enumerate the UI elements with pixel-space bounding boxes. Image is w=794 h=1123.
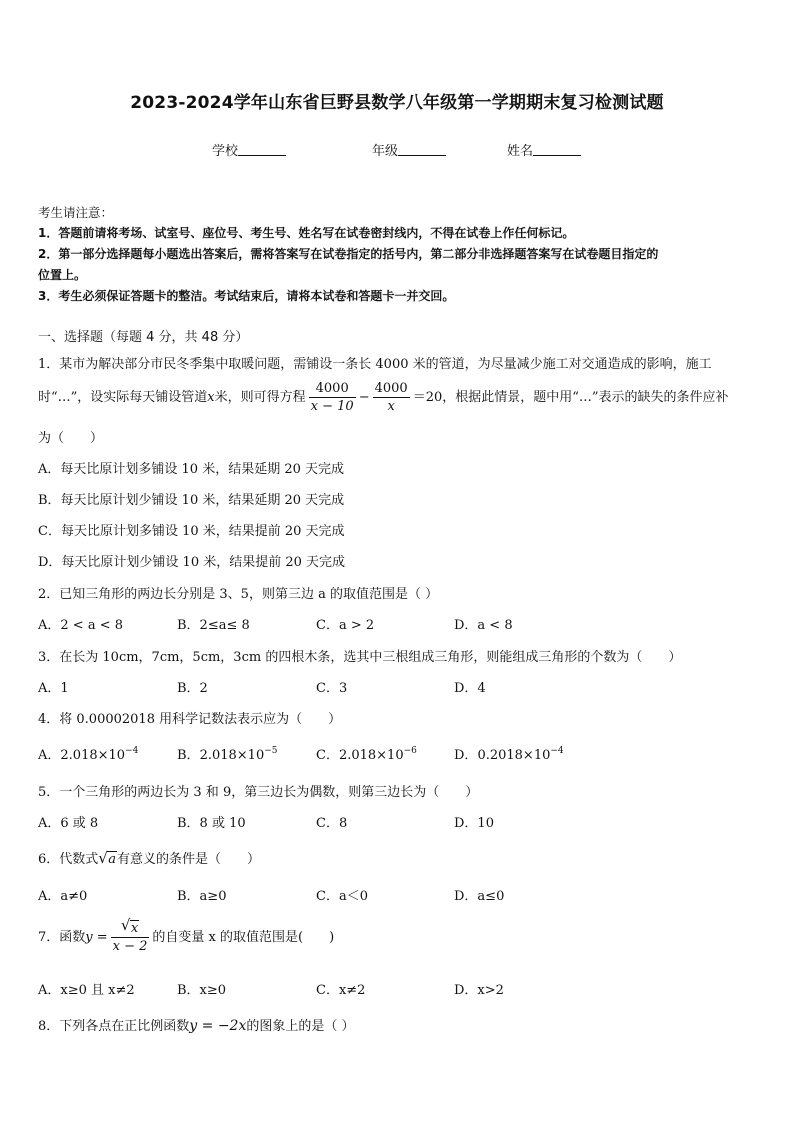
q7-sqrt bbox=[120, 916, 139, 937]
q3-stem: 3．在长为 10cm，7cm，5cm，3cm 的四根木条，选其中三根组成三角形，则能组成三角形的个数为（ ） bbox=[38, 650, 682, 665]
q4-option-a[interactable] bbox=[38, 744, 138, 763]
q6-text-a: 6．代数式 bbox=[38, 852, 99, 867]
q1-frac1-num: 4000 bbox=[309, 380, 356, 398]
note-3: 3．考生必须保证答题卡的整洁。考试结束后，请将本试卷和答题卡一并交回。 bbox=[38, 289, 455, 303]
q7-text-b: 的自变量 x 的取值范围是( ) bbox=[152, 930, 335, 945]
q8-stem bbox=[38, 1015, 355, 1034]
q7-radicand: x bbox=[130, 921, 139, 936]
q1-line1: 1．某市为解决部分市民冬季集中取暖问题，需铺设一条长 4000 米的管道，为尽量减少施工对交通造成的影响，施工 bbox=[38, 357, 712, 372]
grade-blank[interactable] bbox=[398, 142, 446, 156]
q4-b-label: B． bbox=[177, 748, 200, 763]
q1-fraction-2 bbox=[373, 380, 410, 415]
q5-option-b[interactable]: B．8 或 10 bbox=[177, 816, 246, 831]
q2-option-a[interactable]: A．2 < a < 8 bbox=[38, 618, 123, 633]
q4-a-label: A． bbox=[38, 748, 61, 763]
q4-option-d[interactable] bbox=[454, 744, 564, 763]
q3-option-a[interactable]: A．1 bbox=[38, 681, 69, 696]
q7-option-d[interactable]: D．x>2 bbox=[454, 983, 504, 998]
q1-minus: − bbox=[358, 390, 370, 405]
q2-option-c[interactable]: C．a > 2 bbox=[316, 618, 375, 633]
name-label: 姓名 bbox=[507, 144, 534, 159]
q4-a-exponent: −4 bbox=[125, 746, 139, 756]
q3-option-d[interactable]: D．4 bbox=[454, 681, 486, 696]
note-2-cont: 位置上。 bbox=[38, 268, 87, 282]
q1-text-c: ＝20，根据此情景，题中用“…”表示的缺失的条件应补 bbox=[412, 390, 729, 405]
radical-sign-icon: √ bbox=[98, 849, 108, 867]
grade-field bbox=[372, 140, 446, 159]
q6-stem bbox=[38, 848, 260, 867]
q4-stem: 4．将 0.00002018 用科学记数法表示应为（ ） bbox=[38, 712, 342, 727]
q8-text-a: 8．下列各点在正比例函数 bbox=[38, 1019, 190, 1034]
page-title: 2023-2024学年山东省巨野县数学八年级第一学期期末复习检测试题 bbox=[130, 93, 664, 113]
exam-notes bbox=[38, 202, 758, 307]
notes-heading: 考生请注意： bbox=[38, 205, 114, 220]
q6-sqrt bbox=[98, 849, 117, 867]
section-heading: 一、选择题（每题 4 分，共 48 分） bbox=[38, 330, 249, 345]
q5-stem: 5．一个三角形的两边长为 3 和 9，第三边长为偶数，则第三边长为（ ） bbox=[38, 785, 479, 800]
q6-radicand: a bbox=[108, 852, 117, 867]
school-label: 学校 bbox=[212, 144, 239, 159]
school-blank[interactable] bbox=[238, 142, 286, 156]
q1-option-c[interactable]: C．每天比原计划多铺设 10 米，结果提前 20 天完成 bbox=[38, 524, 345, 539]
q4-c-label: C． bbox=[316, 748, 339, 763]
q5-option-c[interactable]: C．8 bbox=[316, 816, 348, 831]
q5-option-d[interactable]: D．10 bbox=[454, 816, 494, 831]
q1-frac1-den: x − 10 bbox=[310, 399, 354, 414]
name-field bbox=[507, 140, 581, 159]
q6-option-c[interactable]: C．a＜0 bbox=[316, 889, 368, 904]
q1-option-a[interactable]: A．每天比原计划多铺设 10 米，结果延期 20 天完成 bbox=[38, 462, 345, 477]
q8-text-b: 的图象上的是（ ） bbox=[246, 1019, 355, 1034]
grade-label: 年级 bbox=[372, 144, 399, 159]
q1-fraction-1 bbox=[309, 380, 356, 415]
q1-line2 bbox=[38, 380, 729, 415]
q7-denominator: x − 2 bbox=[112, 939, 148, 954]
q5-option-a[interactable]: A．6 或 8 bbox=[38, 816, 99, 831]
q4-b-exponent: −5 bbox=[264, 746, 278, 756]
q1-frac2-num: 4000 bbox=[374, 381, 408, 396]
q3-option-b[interactable]: B．2 bbox=[177, 681, 208, 696]
q1-option-b[interactable]: B．每天比原计划少铺设 10 米，结果延期 20 天完成 bbox=[38, 493, 345, 508]
note-2: 2．第一部分选择题每小题选出答案后，需将答案写在试卷指定的括号内，第二部分非选择题答案写在试卷题目指定的 bbox=[38, 247, 659, 261]
q4-d-exponent: −4 bbox=[550, 746, 564, 756]
q1-var-x: x bbox=[207, 390, 215, 405]
radical-sign-icon: √ bbox=[120, 916, 131, 934]
q6-option-a[interactable]: A．a≠0 bbox=[38, 889, 88, 904]
q6-option-b[interactable]: B．a≥0 bbox=[177, 889, 227, 904]
school-field bbox=[212, 140, 286, 159]
q7-option-c[interactable]: C．x≠2 bbox=[316, 983, 366, 998]
q4-c-mantissa: 2.018×10 bbox=[338, 748, 404, 763]
q7-text-a: 7．函数 bbox=[38, 930, 86, 945]
q2-stem: 2．已知三角形的两边长分别是 3、5，则第三边 a 的取值范围是（ ） bbox=[38, 587, 439, 602]
q4-option-b[interactable] bbox=[177, 744, 278, 763]
q4-option-c[interactable] bbox=[316, 744, 417, 763]
q7-stem bbox=[38, 916, 335, 955]
q4-c-exponent: −6 bbox=[403, 746, 417, 756]
q1-text-b: 米，则可得方程 bbox=[214, 390, 306, 405]
q2-option-b[interactable]: B．2≤a≤ 8 bbox=[177, 618, 250, 633]
q7-option-b[interactable]: B．x≥0 bbox=[177, 983, 227, 998]
q7-fraction bbox=[111, 916, 150, 955]
q7-option-a[interactable]: A．x≥0 且 x≠2 bbox=[38, 983, 135, 998]
q1-option-d[interactable]: D．每天比原计划少铺设 10 米，结果提前 20 天完成 bbox=[38, 555, 346, 570]
q4-d-mantissa: 0.2018×10 bbox=[477, 748, 551, 763]
q7-numerator bbox=[111, 916, 150, 938]
q6-option-d[interactable]: D．a≤0 bbox=[454, 889, 505, 904]
q4-b-mantissa: 2.018×10 bbox=[199, 748, 265, 763]
q4-a-mantissa: 2.018×10 bbox=[60, 748, 126, 763]
q2-option-d[interactable]: D．a < 8 bbox=[454, 618, 513, 633]
q1-line3: 为（ ） bbox=[38, 431, 104, 446]
name-blank[interactable] bbox=[533, 142, 581, 156]
q3-option-c[interactable]: C．3 bbox=[316, 681, 348, 696]
q1-text-a: 时“…”，设实际每天铺设管道 bbox=[38, 390, 208, 405]
q7-y-eq: y = bbox=[85, 930, 108, 945]
note-1: 1．答题前请将考场、试室号、座位号、考生号、姓名写在试卷密封线内，不得在试卷上作任何标记。 bbox=[38, 226, 575, 240]
student-info-row bbox=[0, 140, 794, 160]
q8-formula: y = −2x bbox=[189, 1018, 247, 1034]
q6-text-b: 有意义的条件是（ ） bbox=[117, 852, 261, 867]
q4-d-label: D． bbox=[454, 748, 478, 763]
q1-frac2-den: x bbox=[387, 399, 395, 414]
